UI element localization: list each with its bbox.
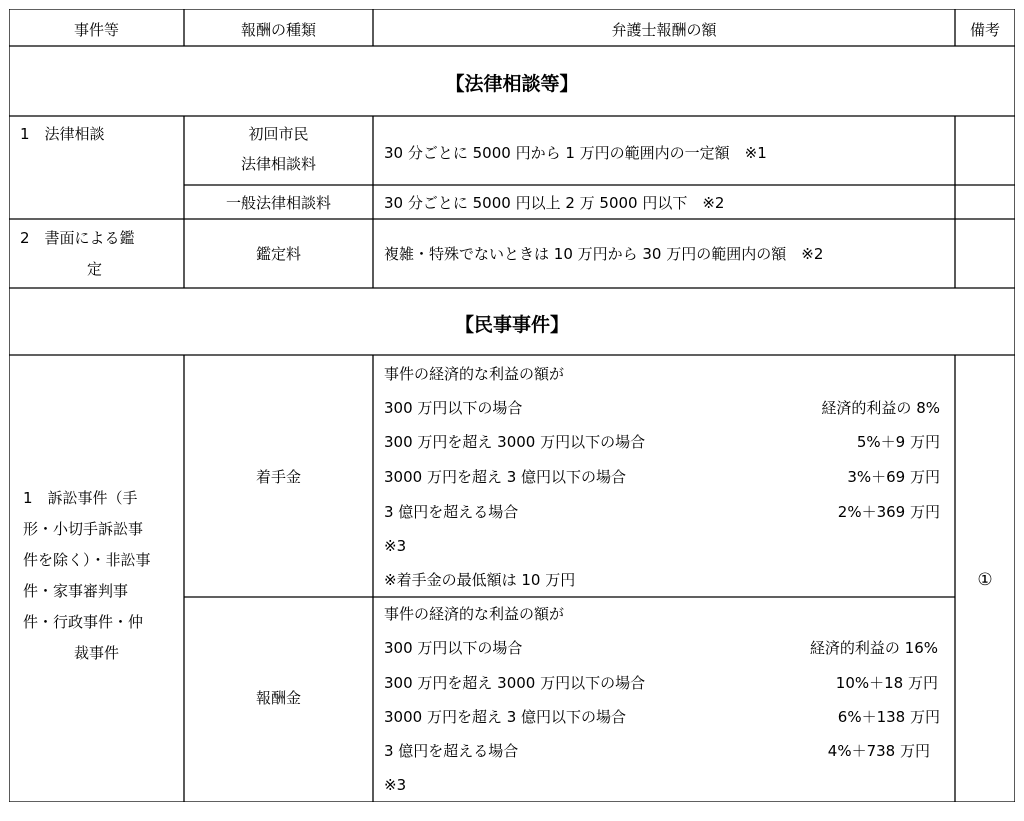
header-fee-type: 報酬の種類	[240, 21, 316, 39]
note-mark: ①	[977, 570, 993, 590]
fee-amount-first-consultation: 30 分ごとに 5000 円から 1 万円の範囲内の一定額 ※1	[384, 144, 767, 162]
fee-type-success-fee: 報酬金	[255, 689, 301, 707]
case-civil-line4: 件・家事審判事	[23, 582, 129, 600]
case-written-opinion-line1: 2 書面による鑑	[20, 229, 135, 247]
case-civil-line5: 件・行政事件・仲	[23, 613, 144, 631]
retainer-note: ※3	[384, 537, 407, 555]
retainer-tier-rate: 3%＋69 万円	[847, 468, 940, 486]
retainer-tier-condition: 300 万円以下の場合	[384, 399, 523, 417]
retainer-tier-condition: 300 万円を超え 3000 万円以下の場合	[384, 433, 646, 451]
retainer-tier-condition: 3000 万円を超え 3 億円以下の場合	[384, 468, 627, 486]
case-civil-line3: 件を除く）・非訟事	[23, 551, 151, 569]
retainer-minimum-note: ※着手金の最低額は 10 万円	[384, 571, 576, 589]
fee-type-first-consultation-line2: 法律相談料	[240, 155, 316, 173]
case-legal-consultation: 1 法律相談	[20, 125, 105, 143]
success-fee-tier-rate: 10%＋18 万円	[835, 674, 938, 692]
retainer-tier-rate: 2%＋369 万円	[837, 503, 940, 521]
success-fee-intro: 事件の経済的な利益の額が	[384, 605, 565, 623]
retainer-tier-rate: 経済的利益の 8%	[821, 399, 940, 417]
header-case: 事件等	[73, 21, 119, 39]
case-civil-line6: 裁事件	[73, 644, 119, 662]
success-fee-tier-rate: 経済的利益の 16%	[809, 639, 938, 657]
success-fee-note: ※3	[384, 776, 407, 794]
case-written-opinion-line2: 定	[87, 260, 103, 278]
case-civil-line1: 1 訴訟事件（手	[23, 489, 138, 507]
fee-type-first-consultation-line1: 初回市民	[248, 125, 309, 143]
section-title-civil-cases: 【民事事件】	[454, 314, 569, 336]
success-fee-tier-rate: 6%＋138 万円	[837, 708, 940, 726]
success-fee-tier-condition: 300 万円以下の場合	[384, 639, 523, 657]
fee-amount-general-consultation: 30 分ごとに 5000 円以上 2 万 5000 円以下 ※2	[384, 194, 725, 212]
fee-amount-appraisal: 複雑・特殊でないときは 10 万円から 30 万円の範囲内の額 ※2	[384, 245, 824, 263]
success-fee-tier-rate: 4%＋738 万円	[827, 742, 930, 760]
fee-type-general-consultation: 一般法律相談料	[225, 194, 331, 212]
case-civil-line2: 形・小切手訴訟事	[23, 520, 144, 538]
success-fee-tier-condition: 300 万円を超え 3000 万円以下の場合	[384, 674, 646, 692]
retainer-tier-condition: 3 億円を超える場合	[384, 503, 519, 521]
fee-type-retainer: 着手金	[255, 468, 301, 486]
success-fee-tier-condition: 3 億円を超える場合	[384, 742, 519, 760]
section-title-legal-consultation: 【法律相談等】	[445, 73, 579, 95]
retainer-tier-rate: 5%＋9 万円	[856, 433, 940, 451]
fee-type-appraisal: 鑑定料	[255, 245, 301, 263]
retainer-intro: 事件の経済的な利益の額が	[384, 365, 565, 383]
header-fee-amount: 弁護士報酬の額	[611, 21, 717, 39]
header-notes: 備考	[969, 21, 1000, 39]
success-fee-tier-condition: 3000 万円を超え 3 億円以下の場合	[384, 708, 627, 726]
